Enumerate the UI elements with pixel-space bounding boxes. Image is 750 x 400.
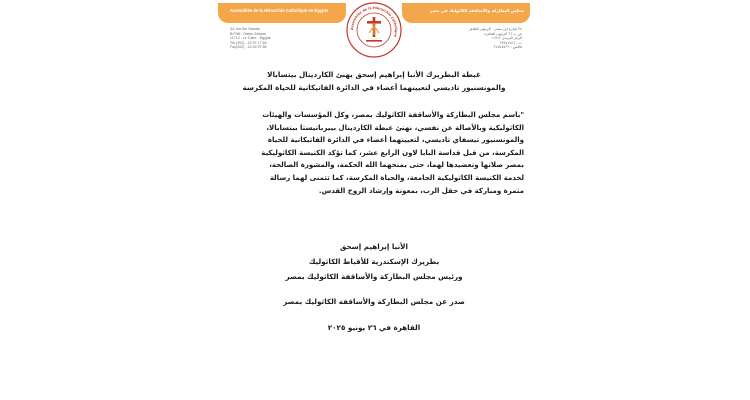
french-address-line: 11712 - Le Caire - Égypte xyxy=(230,36,271,41)
body-line: بمصر صلاتها وتعضيدها لهما، حتى يمنحهما الله الحكمة، والمشورة الصالحة، xyxy=(269,161,524,170)
body-line: الكاثوليكية وبالأصالة عن نفسي، نهنئ غبطة الكاردينال بييرباتيستا بيتسابالا، xyxy=(266,123,524,132)
issued-by xyxy=(224,295,524,308)
signature-line: ورئيس مجلس البطاركة والأساقفة الكاثوليك بمصر xyxy=(285,272,463,281)
title-line: والمونسنيور تاديسي لتعيينهما أعضاء في الدائرة الفاتيكانية للحياة المكرسة xyxy=(242,83,506,92)
arabic-address-line: ص ب ٦٦ الزيتون القاهرة xyxy=(484,31,522,36)
statement-date xyxy=(224,321,524,334)
letterhead-french-title: Assemblée de la Hiérarchie Catholique en Égypte xyxy=(230,8,329,13)
letterhead xyxy=(218,0,530,64)
issued-by-text: صدر عن مجلس البطاركة والأساقفة الكاثوليك بمصر xyxy=(283,297,465,306)
letterhead-band-left xyxy=(218,3,346,23)
signature-line: بطريرك الإسكندرية للأقباط الكاثوليك xyxy=(308,257,440,266)
french-address-line: B.P.66 - Daher Zeitoun xyxy=(230,31,267,36)
french-address-line: Fax(202) - 24 54 57 66 xyxy=(230,45,267,50)
signature-block xyxy=(224,239,524,284)
title-line: غبطة البطريرك الأنبا إبراهيم إسحق يهنئ الكاردينال بيتسابالا xyxy=(267,70,481,79)
signature-line: الأنبا إبراهيم إسحق xyxy=(340,242,408,251)
logo-ring-text: Assemblée de la Hiérarchie Catholique xyxy=(349,5,399,38)
arabic-address-line: ت : ٢٢٥٧١٧٤٦ xyxy=(499,40,522,45)
arabic-address-line: الرمز البريدي ١١٧١٢ xyxy=(491,36,522,41)
arabic-address-line: ٣٤ شارع ابن سندر - الزيتون الظاهر xyxy=(468,27,522,31)
body-line: والمونسنيور تيسفاي تاديسي، لتعيينهما أعضاء في الدائرة الفاتيكانية للحياة xyxy=(267,136,524,145)
assembly-logo-icon xyxy=(345,0,403,60)
french-address-line: Tél.(202) - 22 57 17 46 xyxy=(230,40,267,45)
body-line: لخدمة الكنيسة الكاثوليكية الجامعة، والحياة المكرسة، كما تتمنى لهما رسالة xyxy=(269,173,524,182)
body-line: مثمرة ومباركة في حقل الرب، بمعونة وإرشاد الروح القدس. xyxy=(318,186,524,195)
letterhead-french-address xyxy=(230,27,271,50)
date-text: القاهرة في ٢٦ يونيو ٢٠٢٥ xyxy=(327,323,421,332)
letterhead-arabic-address xyxy=(440,27,522,50)
letterhead-band-right xyxy=(402,3,530,23)
french-address-line: 34, rue Ibn Sandar xyxy=(230,27,260,31)
arabic-address-line: فاكس : ٢٤٥٤٥٧٦٦ xyxy=(493,45,522,50)
body-line: المكرسة، من قبل قداسة البابا لاون الرابع عشر، كما تؤكد الكنيسة الكاثوليكية xyxy=(261,148,524,157)
body-line: "باسم مجلس البطاركة والأساقفة الكاثوليك بمصر، وكل المؤسسات والهيئات xyxy=(262,111,524,119)
letterhead-arabic-title: مجلس البطاركة والأساقفة الكاثوليك في مصر xyxy=(429,8,524,13)
letter-sheet xyxy=(218,0,530,400)
statement-body xyxy=(230,109,524,197)
statement-title xyxy=(224,68,524,94)
